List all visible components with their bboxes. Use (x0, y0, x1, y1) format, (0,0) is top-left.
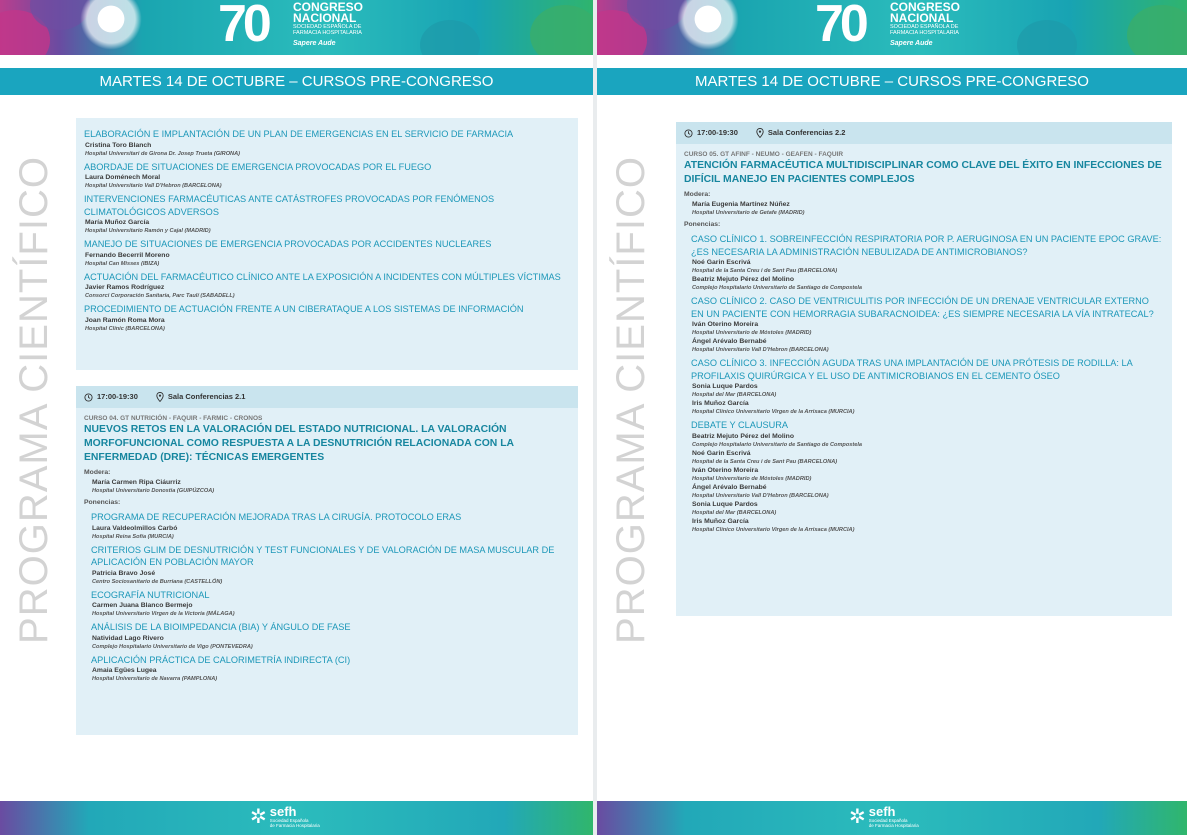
talk-title: DEBATE Y CLAUSURA (691, 420, 789, 430)
talk-list (84, 511, 570, 683)
talk-title: CASO CLÍNICO 1. SOBREINFECCIÓN RESPIRATORIA POR P. AERUGINOSA EN UN PACIENTE EPOC GRAVE: ¿ES NECESARIA LA ADMINISTRACIÓN NEBULIZADA DE ANTIMICROBIANOS? (691, 234, 1162, 257)
talk-title: CASO CLÍNICO 2. CASO DE VENTRICULITIS POR INFECCIÓN DE UN DRENAJE VENTRICULAR EXTERNO EN UN PACIENTE CON HEMORRAGIA SUBARACNOIDEA: ¿ES SIEMPRE NECESARIA LA VÍA INTRATECAL? (691, 296, 1154, 319)
talk-title: CRITERIOS GLIM DE DESNUTRICIÓN Y TEST FUNCIONALES Y DE VALORACIÓN DE MASA MUSCULAR DE APLICACIÓN EN POBLACIÓN MAYOR (91, 544, 555, 567)
talk-title: ELABORACIÓN E IMPLANTACIÓN DE UN PLAN DE EMERGENCIAS EN EL SERVICIO DE FARMACIA (84, 129, 514, 139)
speaker-name: Cristina Toro Blanch (85, 141, 152, 149)
speaker-name: Iris Muñoz García (692, 517, 749, 525)
page-right (597, 0, 1187, 835)
speaker-name: Iván Oterino Moreira (692, 466, 759, 474)
speaker-name: Amaia Egües Lugea (92, 667, 157, 674)
talk-title: MANEJO DE SITUACIONES DE EMERGENCIA PROVOCADAS POR ACCIDENTES NUCLEARES (84, 239, 492, 249)
speaker-name: Noé Garin Escrivá (692, 449, 751, 457)
logo-70: 70 (815, 0, 865, 53)
talk-title: APLICACIÓN PRÁCTICA DE CALORIMETRÍA INDIRECTA (CI) (91, 654, 351, 665)
flower-graphic (80, 0, 142, 50)
moderator-name: María Eugenia Martínez Núñez (692, 201, 790, 208)
side-label: PROGRAMA CIENTÍFICO (12, 156, 56, 644)
logo-70: 70 (218, 0, 268, 53)
speaker-institution: Hospital Universitario Vall D'Hebron (BARCELONA) (85, 183, 222, 189)
talk-title: ABORDAJE DE SITUACIONES DE EMERGENCIA PROVOCADAS POR EL FUEGO (84, 161, 432, 172)
moderator-institution: Hospital Universitario de Getafe (MADRID) (692, 210, 805, 216)
ponencias-label: Ponencias: (84, 499, 121, 506)
speaker-institution: Hospital Universitario Virgen de la Victoria (MÁLAGA) (92, 611, 235, 617)
header-banner (597, 0, 1187, 55)
speaker-name: Iris Muñoz García (692, 400, 749, 407)
session-time: 17:00-19:30 (697, 128, 738, 137)
date-strip: MARTES 14 DE OCTUBRE – CURSOS PRE-CONGRESO (0, 68, 593, 95)
moderator-institution: Hospital Universitario Donostia (GUIPÚZCOA) (92, 488, 215, 494)
speaker-name: Sonia Luque Pardos (692, 383, 758, 390)
congress-logo-text: CONGRESO NACIONAL SOCIEDAD ESPAÑOLA DE FARMACIA HOSPITALARIA Sapere Aude (293, 0, 364, 47)
speaker-institution: Complejo Hospitalario Universitario de Santiago de Compostela (692, 441, 863, 448)
session-header (676, 122, 1172, 144)
speaker-institution: Hospital del Mar (BARCELONA) (692, 509, 777, 516)
talk-title: CASO CLÍNICO 3. INFECCIÓN AGUDA TRAS UNA IMPLANTACIÓN DE UNA PRÓTESIS DE RODILLA: LA PROFILAXIS QUIRÚRGICA Y EL USO DE ANTIMICROBIANOS EN EL CEMENTO ÓSEO (691, 358, 1133, 381)
speaker-name: Laura Valdeolmillos Carbó (92, 524, 178, 532)
speaker-institution: Consorci Corporación Sanitaria, Parc Taulí (SABADELL) (85, 293, 235, 299)
course-box (676, 122, 1172, 616)
course-title: NUEVOS RETOS EN LA VALORACIÓN DEL ESTADO NUTRICIONAL. LA VALORACIÓN MORFOFUNCIONAL COMO RESPUESTA A LA DESNUTRICIÓN RELACIONADA CON LA ENFERMEDAD (DRE): TÉCNICAS EMERGENTES (84, 424, 514, 463)
talk-list (684, 233, 1164, 534)
speaker-institution: Hospital Can Misses (IBIZA) (85, 260, 160, 267)
speaker-name: Carmen Juana Blanco Bermejo (92, 602, 193, 609)
speaker-name: Laura Doménech Moral (85, 174, 161, 181)
speaker-name: Patricia Bravo José (92, 569, 156, 577)
clock-icon (684, 129, 693, 138)
session-box (76, 118, 578, 370)
speaker-institution: Centro Sociosanitario de Burriana (CASTELLÓN) (92, 578, 223, 585)
course-title: ATENCIÓN FARMACÉUTICA MULTIDISCIPLINAR COMO CLAVE DEL ÉXITO EN INFECCIONES DE DIFÍCIL MANEJO EN PACIENTES COMPLEJOS (684, 160, 1162, 185)
speaker-name: Ángel Arévalo Bernabé (692, 483, 767, 491)
speaker-name: Beatriz Mejuto Pérez del Molino (692, 276, 794, 283)
location-pin-icon (156, 392, 164, 402)
talk-title: ANÁLISIS DE LA BIOIMPEDANCIA (BIA) Y ÁNGULO DE FASE (91, 622, 351, 632)
speaker-name: Sonia Luque Pardos (692, 500, 758, 508)
session-header (76, 386, 578, 408)
location-pin-icon (756, 128, 764, 138)
side-label: PROGRAMA CIENTÍFICO (609, 156, 653, 644)
speaker-institution: Hospital Universitario Vall D'Hebron (BARCELONA) (692, 492, 829, 499)
speaker-institution: Hospital Universitari de Girona Dr. Josep Trueta (GIRONA) (85, 150, 241, 157)
speaker-name: Ángel Arévalo Bernabé (692, 338, 767, 345)
sefh-logo: ✲ sefh Sociedad Española de Farmacia Hospitalaria (849, 804, 919, 828)
flower-graphic (677, 0, 739, 50)
speaker-institution: Complejo Hospitalario Universitario de Santiago de Compostela (692, 285, 863, 291)
modera-label: Modera: (684, 191, 711, 198)
speaker-institution: Hospital Clínico Universitario Virgen de la Arrixaca (MURCIA) (692, 526, 855, 533)
moderator-name: María Carmen Ripa Ciáurriz (92, 479, 181, 486)
course-box (76, 386, 578, 735)
speaker-name: Javier Ramos Rodríguez (85, 284, 165, 291)
speaker-institution: Hospital de la Santa Creu i de Sant Pau (BARCELONA) (692, 458, 838, 465)
page-left (0, 0, 593, 835)
speaker-institution: Complejo Hospitalario Universitario de Vigo (PONTEVEDRA) (92, 643, 253, 650)
speaker-name: Iván Oterino Moreira (692, 321, 759, 328)
clock-icon (84, 393, 93, 402)
congress-logo-text: CONGRESO NACIONAL SOCIEDAD ESPAÑOLA DE FARMACIA HOSPITALARIA Sapere Aude (890, 0, 961, 47)
talk-title: PROCEDIMIENTO DE ACTUACIÓN FRENTE A UN CIBERATAQUE A LOS SISTEMAS DE INFORMACIÓN (84, 304, 524, 314)
speaker-name: Beatriz Mejuto Pérez del Molino (692, 432, 794, 440)
session-room: Sala Conferencias 2.1 (167, 392, 246, 401)
talk-title: PROGRAMA DE RECUPERACIÓN MEJORADA TRAS LA CIRUGÍA. PROTOCOLO ERAS (91, 512, 462, 522)
speaker-name: Natividad Lago Rivero (92, 634, 164, 642)
speaker-institution: Hospital Clínic (BARCELONA) (85, 325, 165, 332)
speaker-institution: Hospital de la Santa Creu i de Sant Pau (BARCELONA) (692, 268, 838, 274)
course-code: CURSO 05. GT AFINF - NEUMO - GEAFEN - FAQUIR (684, 151, 844, 158)
course-code: CURSO 04. GT NUTRICIÓN - FAQUIR - FARMIC - CRONOS (84, 415, 263, 422)
footer-banner (597, 801, 1187, 835)
speaker-institution: Hospital Universitario de Móstoles (MADRID) (692, 475, 812, 482)
speaker-name: Noé Garin Escrivá (692, 259, 751, 266)
speaker-institution: Hospital Universitario Ramón y Cajal (MADRID) (85, 228, 211, 234)
talk-title: ACTUACIÓN DEL FARMACÉUTICO CLÍNICO ANTE LA EXPOSICIÓN A INCIDENTES CON MÚLTIPLES VÍCTIMAS (84, 271, 561, 282)
speaker-name: María Muñoz García (85, 219, 150, 226)
modera-label: Modera: (84, 469, 111, 476)
sefh-star-icon: ✲ (849, 805, 866, 828)
speaker-institution: Hospital Universitario de Navarra (PAMPLONA) (92, 676, 218, 682)
talk-title: INTERVENCIONES FARMACÉUTICAS ANTE CATÁSTROFES PROVOCADAS POR FENÓMENOS CLIMATOLÓGICOS ADVERSOS (84, 194, 495, 217)
talk-title: ECOGRAFÍA NUTRICIONAL (91, 589, 210, 600)
speaker-institution: Hospital Universitario de Móstoles (MADRID) (692, 330, 812, 336)
speaker-institution: Hospital del Mar (BARCELONA) (692, 392, 777, 398)
speaker-institution: Hospital Clínico Universitario Virgen de la Arrixaca (MURCIA) (692, 409, 855, 415)
date-strip: MARTES 14 DE OCTUBRE – CURSOS PRE-CONGRESO (597, 68, 1187, 95)
footer-banner (0, 801, 593, 835)
speaker-name: Joan Ramón Roma Mora (85, 316, 165, 324)
header-banner (0, 0, 593, 55)
speaker-name: Fernando Becerril Moreno (85, 251, 170, 259)
sefh-logo: ✲ sefh Sociedad Española de Farmacia Hospitalaria (250, 804, 320, 828)
speaker-institution: Hospital Reina Sofía (MURCIA) (92, 533, 174, 540)
ponencias-label: Ponencias: (684, 221, 721, 228)
speaker-institution: Hospital Universitario Vall D'Hebron (BARCELONA) (692, 347, 829, 353)
session-time: 17:00-19:30 (97, 392, 138, 401)
sefh-star-icon: ✲ (250, 805, 267, 828)
session-room: Sala Conferencias 2.2 (767, 128, 846, 137)
